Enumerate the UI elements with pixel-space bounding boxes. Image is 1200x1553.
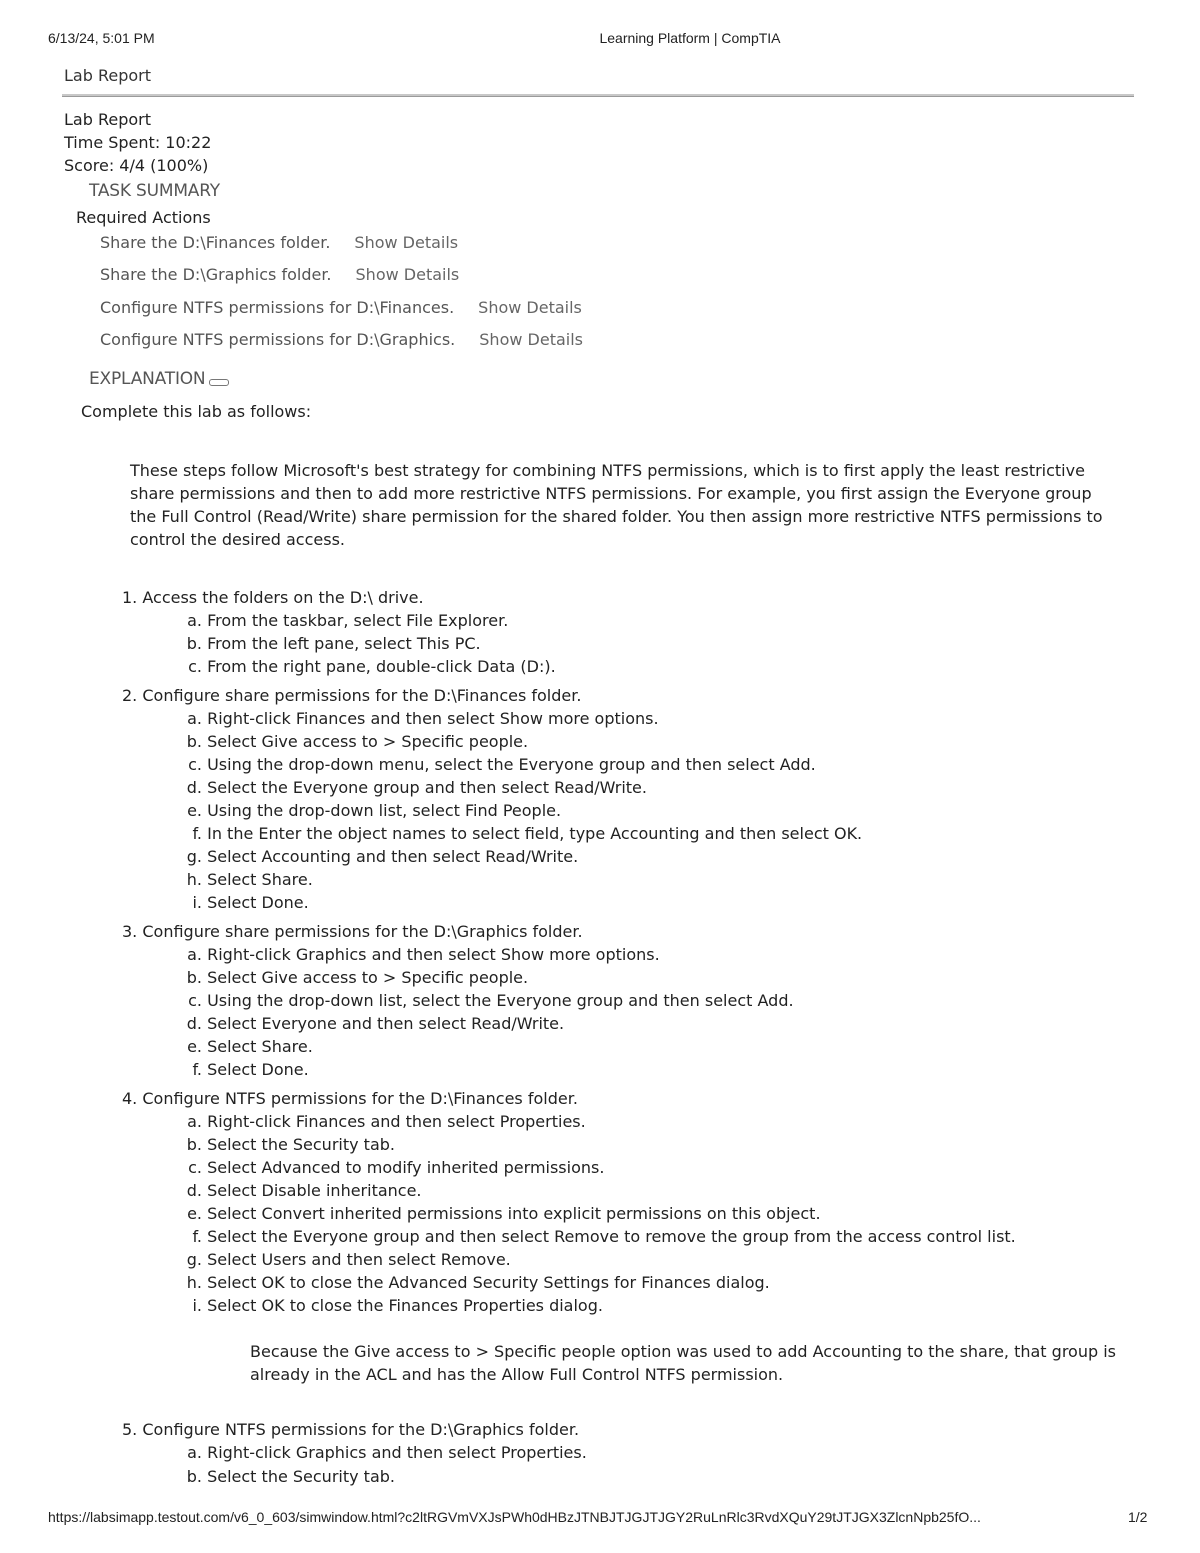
sub-step <box>180 732 528 751</box>
sub-step <box>180 778 647 797</box>
step-label: 4. Configure NTFS permissions for the D:\Finances folder. <box>122 1089 578 1108</box>
sub-step-letter: d. <box>186 1181 202 1200</box>
sub-step-letter: c. <box>188 1158 202 1177</box>
sub-step-text: Select the Everyone group and then select Remove to remove the group from the access control list. <box>207 1227 1016 1246</box>
sub-step-letter: i. <box>192 1296 202 1315</box>
sub-step-text: From the right pane, double-click Data (D:). <box>207 657 556 676</box>
sub-step <box>180 1112 586 1131</box>
report-heading: Lab Report <box>64 110 151 129</box>
sub-step-text: Select Share. <box>207 1037 313 1056</box>
sub-step <box>180 1250 511 1269</box>
time-spent: Time Spent: 10:22 <box>64 133 212 152</box>
task-item-label: Share the D:\Finances folder. <box>100 233 331 252</box>
show-details-link[interactable]: Show Details <box>354 233 459 252</box>
sub-step <box>180 1014 564 1033</box>
sub-step-letter: f. <box>192 1227 202 1246</box>
sub-step-letter: g. <box>186 1250 202 1269</box>
strategy-note: These steps follow Microsoft's best strategy for combining NTFS permissions, which is to first apply the least restrictive share permissions and then to add more restrictive NTFS permissions. For example, you first assign the Everyone group the Full Control (Read/Write) share permission for the shared folder. You then assign more restrictive NTFS permissions to control the desired access. <box>130 461 1103 549</box>
sub-step-text: Select Users and then select Remove. <box>207 1250 511 1269</box>
sub-step <box>180 1467 395 1486</box>
task-item <box>100 298 582 317</box>
page-number: 1/2 <box>1128 1509 1148 1525</box>
task-item-label: Share the D:\Graphics folder. <box>100 265 332 284</box>
sub-step-letter: d. <box>186 1014 202 1033</box>
sub-step <box>180 847 578 866</box>
sub-step-letter: a. <box>187 709 202 728</box>
sub-step-letter: h. <box>186 870 202 889</box>
sub-step <box>180 801 561 820</box>
report-meta <box>64 108 211 177</box>
sub-step <box>180 657 556 676</box>
explanation-intro: Complete this lab as follows: <box>81 402 312 421</box>
sub-step-text: Right-click Graphics and then select Properties. <box>207 1443 587 1462</box>
sub-step <box>180 1443 587 1462</box>
task-item-label: Configure NTFS permissions for D:\Finances. <box>100 298 455 317</box>
sub-step-letter: b. <box>186 968 202 987</box>
step-label: 5. Configure NTFS permissions for the D:\Graphics folder. <box>122 1420 580 1439</box>
sub-step-letter: a. <box>187 945 202 964</box>
sub-step-letter: b. <box>186 1135 202 1154</box>
sub-step-letter: f. <box>192 1060 202 1079</box>
sub-step-text: Select Give access to > Specific people. <box>207 732 529 751</box>
sub-step-text: Right-click Graphics and then select Show more options. <box>207 945 660 964</box>
sub-step <box>180 1227 1016 1246</box>
sub-step-letter: d. <box>186 778 202 797</box>
sub-step-letter: f. <box>192 824 202 843</box>
sub-step-letter: c. <box>188 755 202 774</box>
task-item <box>100 233 458 252</box>
sub-step <box>180 611 508 630</box>
divider <box>62 94 1134 97</box>
sub-step <box>180 709 659 728</box>
sub-step <box>180 1204 821 1223</box>
sub-step <box>180 1158 604 1177</box>
sub-step <box>180 634 481 653</box>
sub-step-letter: b. <box>186 1467 202 1486</box>
required-actions-label: Required Actions <box>76 208 211 227</box>
task-item <box>100 330 583 349</box>
task-summary-heading: TASK SUMMARY <box>89 181 220 201</box>
sub-step <box>180 824 862 843</box>
sub-step <box>180 893 309 912</box>
sub-step-letter: i. <box>192 893 202 912</box>
sub-step-text: Select OK to close the Advanced Security Settings for Finances dialog. <box>207 1273 770 1292</box>
sub-step-letter: a. <box>187 1112 202 1131</box>
sub-step <box>180 1296 603 1315</box>
sub-step <box>180 945 660 964</box>
show-details-link[interactable]: Show Details <box>478 298 582 317</box>
sub-step-text: Select Advanced to modify inherited permissions. <box>207 1158 605 1177</box>
sub-step-text: Right-click Finances and then select Properties. <box>207 1112 586 1131</box>
sub-step <box>180 755 816 774</box>
sub-step-text: From the left pane, select This PC. <box>207 634 481 653</box>
sub-step-letter: c. <box>188 991 202 1010</box>
sub-step-text: Select Everyone and then select Read/Write. <box>207 1014 565 1033</box>
sub-step-text: Select OK to close the Finances Properties dialog. <box>207 1296 603 1315</box>
sub-step-text: Select Done. <box>207 1060 309 1079</box>
score: Score: 4/4 (100%) <box>64 156 209 175</box>
sub-step-text: Right-click Finances and then select Show more options. <box>207 709 659 728</box>
sub-step-text: In the Enter the object names to select field, type Accounting and then select OK. <box>207 824 863 843</box>
sub-step-letter: a. <box>187 611 202 630</box>
sub-step <box>180 870 313 889</box>
step-label: 1. Access the folders on the D:\ drive. <box>122 588 424 607</box>
sub-step-letter: e. <box>187 801 202 820</box>
sub-step-text: From the taskbar, select File Explorer. <box>207 611 509 630</box>
sub-step-letter: e. <box>187 1037 202 1056</box>
sub-step-text: Select the Everyone group and then select Read/Write. <box>207 778 647 797</box>
sub-step-text: Select Give access to > Specific people. <box>207 968 529 987</box>
task-item-label: Configure NTFS permissions for D:\Graphics. <box>100 330 456 349</box>
task-item <box>100 265 459 284</box>
sub-step-text: Select the Security tab. <box>207 1135 395 1154</box>
explanation-title: EXPLANATION <box>89 369 206 389</box>
sub-step <box>180 1273 770 1292</box>
collapse-toggle-icon[interactable] <box>209 379 229 386</box>
sub-step-text: Using the drop-down menu, select the Everyone group and then select Add. <box>207 755 816 774</box>
sub-step-letter: a. <box>187 1443 202 1462</box>
sub-step-letter: b. <box>186 634 202 653</box>
print-page-title: Learning Platform | CompTIA <box>599 30 781 46</box>
report-title: Lab Report <box>64 66 151 85</box>
print-url: https://labsimapp.testout.com/v6_0_603/simwindow.html?c2ltRGVmVXJsPWh0dHBzJTNBJTJGJTJGY2RuLnRlc3RvdXQuY29tJTJGX3ZlcnNpb25fO... <box>48 1509 981 1525</box>
sub-step <box>180 968 528 987</box>
sub-step <box>180 1037 313 1056</box>
sub-step-letter: e. <box>187 1204 202 1223</box>
show-details-link[interactable]: Show Details <box>355 265 460 284</box>
sub-step-text: Select Accounting and then select Read/Write. <box>207 847 579 866</box>
sub-step <box>180 1060 309 1079</box>
sub-step <box>180 1181 422 1200</box>
sub-step-letter: b. <box>186 732 202 751</box>
sub-step-letter: g. <box>186 847 202 866</box>
sub-step-text: Using the drop-down list, select the Everyone group and then select Add. <box>207 991 794 1010</box>
step-label: 2. Configure share permissions for the D:\Finances folder. <box>122 686 582 705</box>
print-header <box>0 30 1200 48</box>
sub-step <box>180 991 794 1010</box>
show-details-link[interactable]: Show Details <box>479 330 583 349</box>
explanation-heading <box>89 369 229 389</box>
print-footer <box>0 1509 1200 1527</box>
sub-step <box>180 1135 395 1154</box>
step-note: Because the Give access to > Specific people option was used to add Accounting to the share, that group is already in the ACL and has the Allow Full Control NTFS permission. <box>250 1342 1116 1384</box>
sub-step-text: Using the drop-down list, select Find People. <box>207 801 562 820</box>
sub-step-text: Select Disable inheritance. <box>207 1181 422 1200</box>
sub-step-text: Select Convert inherited permissions into explicit permissions on this object. <box>207 1204 821 1223</box>
sub-step-text: Select Share. <box>207 870 313 889</box>
sub-step-letter: c. <box>188 657 202 676</box>
sub-step-text: Select Done. <box>207 893 309 912</box>
step-label: 3. Configure share permissions for the D:\Graphics folder. <box>122 922 583 941</box>
sub-step-text: Select the Security tab. <box>207 1467 395 1486</box>
print-date: 6/13/24, 5:01 PM <box>48 30 155 46</box>
sub-step-letter: h. <box>186 1273 202 1292</box>
